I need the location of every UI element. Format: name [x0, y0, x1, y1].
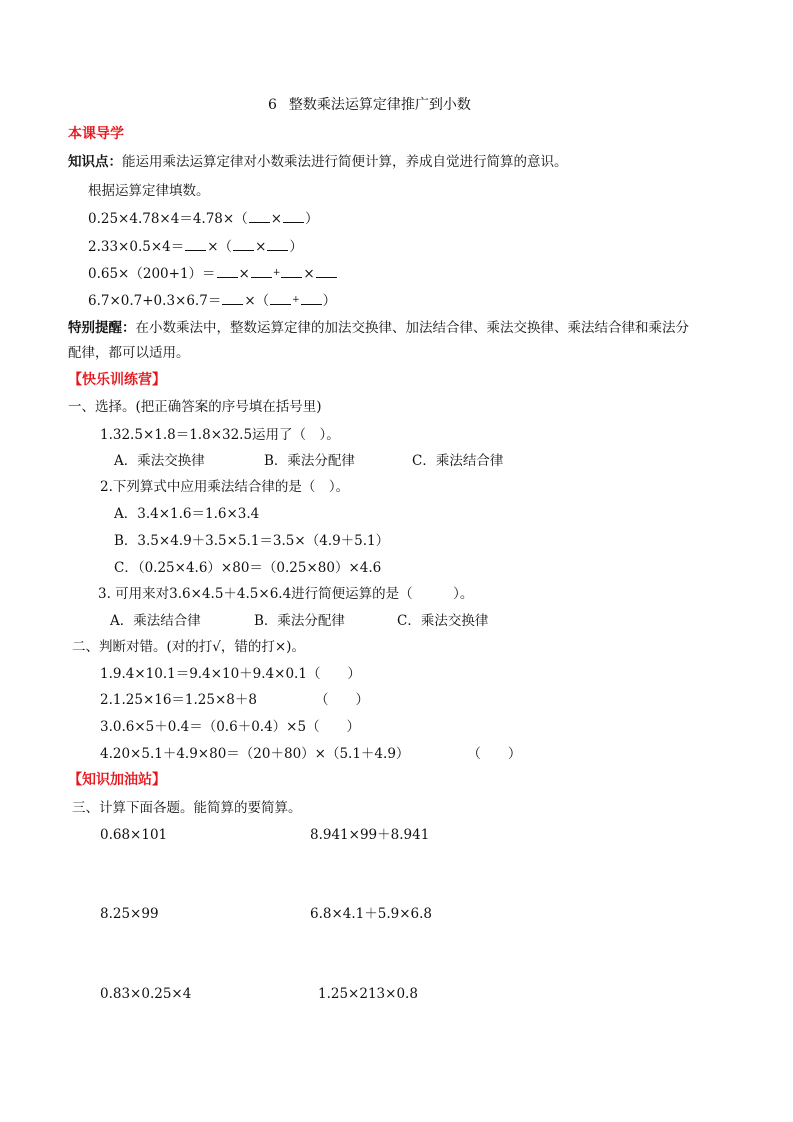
question-2-stem: 2.下列算式中应用乘法结合律的是（ ）。 [100, 479, 350, 495]
judge-item-1: 1.9.4×10.1＝9.4×10＋9.4×0.1（ ） [100, 666, 361, 682]
question-2-option-b[interactable]: B．3.5×4.9＋3.5×5.1＝3.5×（4.9＋5.1） [114, 533, 390, 549]
fill-blank[interactable] [222, 291, 243, 305]
lesson-number: 6 [268, 97, 277, 113]
reminder-line-2: 配律，都可以适用。 [68, 345, 190, 361]
option-a[interactable]: A．乘法结合律 [110, 613, 201, 629]
knowledge-label: 知识点： [68, 154, 122, 170]
answer-paren[interactable]: （ ） [306, 666, 361, 682]
calc-problem-4: 6.8×4.1＋5.9×6.8 [310, 906, 433, 922]
answer-paren[interactable]: （ ） [467, 746, 522, 762]
fill-blank[interactable] [267, 237, 288, 251]
fill-item-1: 0.25×4.78×4＝4.78×（ × ） [88, 211, 319, 227]
page-title [268, 96, 471, 114]
fill-blank[interactable] [185, 237, 206, 251]
fill-blank[interactable] [270, 291, 291, 305]
option-a[interactable]: A．乘法交换律 [114, 453, 205, 469]
boost-heading: 【知识加油站】 [68, 772, 166, 788]
fill-blank[interactable] [316, 264, 337, 278]
question-1-stem: 1.32.5×1.8＝1.8×32.5运用了（ ）。 [100, 427, 340, 443]
fill-blank[interactable] [249, 209, 270, 223]
lesson-title: 整数乘法运算定律推广到小数 [288, 97, 471, 113]
section-2-title: 二、判断对错。(对的打√，错的打×)。 [72, 639, 305, 655]
question-3-stem: 3. 可用来对3.6×4.5＋4.5×6.4进行简便运算的是（ ）。 [98, 586, 474, 602]
fill-blank[interactable] [217, 264, 238, 278]
option-b[interactable]: B．乘法分配律 [254, 613, 345, 629]
fill-item-3: 0.65×（200+1）＝ × + × [88, 264, 338, 283]
fill-item-2: 2.33×0.5×4＝ ×（ × ） [88, 239, 303, 255]
fill-prompt: 根据运算定律填数。 [88, 183, 210, 199]
calc-problem-2: 8.941×99＋8.941 [310, 827, 430, 843]
calc-problem-5: 0.83×0.25×4 [100, 986, 192, 1002]
reminder-line-1: 特别提醒：在小数乘法中，整数运算定律的加法交换律、加法结合律、乘法交换律、乘法结合律和乘法分 [68, 320, 689, 336]
section-1-title: 一、选择。(把正确答案的序号填在括号里) [68, 399, 322, 415]
question-2-option-a[interactable]: A．3.4×1.6＝1.6×3.4 [114, 506, 260, 522]
judge-item-3: 3.0.6×5＋0.4＝（0.6＋0.4）×5（ ） [100, 719, 361, 735]
question-1-options [114, 452, 503, 470]
fill-blank[interactable] [281, 264, 302, 278]
fill-blank[interactable] [283, 209, 304, 223]
question-2-option-c[interactable]: C．（0.25×4.6）×80＝（0.25×80）×4.6 [114, 560, 382, 576]
training-heading: 【快乐训练营】 [68, 372, 166, 388]
calc-problem-6: 1.25×213×0.8 [318, 986, 418, 1002]
judge-item-4: 4.20×5.1＋4.9×80＝（20＋80）×（5.1＋4.9） （ ） [100, 746, 522, 762]
answer-paren[interactable]: （ ） [314, 692, 369, 708]
calc-problem-1: 0.68×101 [100, 827, 168, 843]
answer-paren[interactable]: （ ） [306, 719, 361, 735]
fill-blank[interactable] [251, 264, 272, 278]
knowledge-point [68, 153, 568, 171]
option-c[interactable]: C．乘法交换律 [397, 613, 489, 629]
knowledge-text: 能运用乘法运算定律对小数乘法进行简便计算，养成自觉进行简算的意识。 [122, 154, 568, 170]
option-c[interactable]: C．乘法结合律 [412, 453, 504, 469]
fill-blank[interactable] [233, 237, 254, 251]
guide-heading: 本课导学 [68, 126, 124, 142]
judge-item-2: 2.1.25×16＝1.25×8＋8 （ ） [100, 692, 369, 708]
calc-problem-3: 8.25×99 [100, 906, 159, 922]
question-3-options [110, 612, 488, 630]
fill-blank[interactable] [301, 291, 322, 305]
reminder-label: 特别提醒： [68, 320, 136, 336]
fill-item-4: 6.7×0.7+0.3×6.7＝ ×（ + ） [88, 293, 337, 309]
option-b[interactable]: B．乘法分配律 [264, 453, 355, 469]
section-3-title: 三、计算下面各题。能简算的要简算。 [72, 800, 302, 816]
